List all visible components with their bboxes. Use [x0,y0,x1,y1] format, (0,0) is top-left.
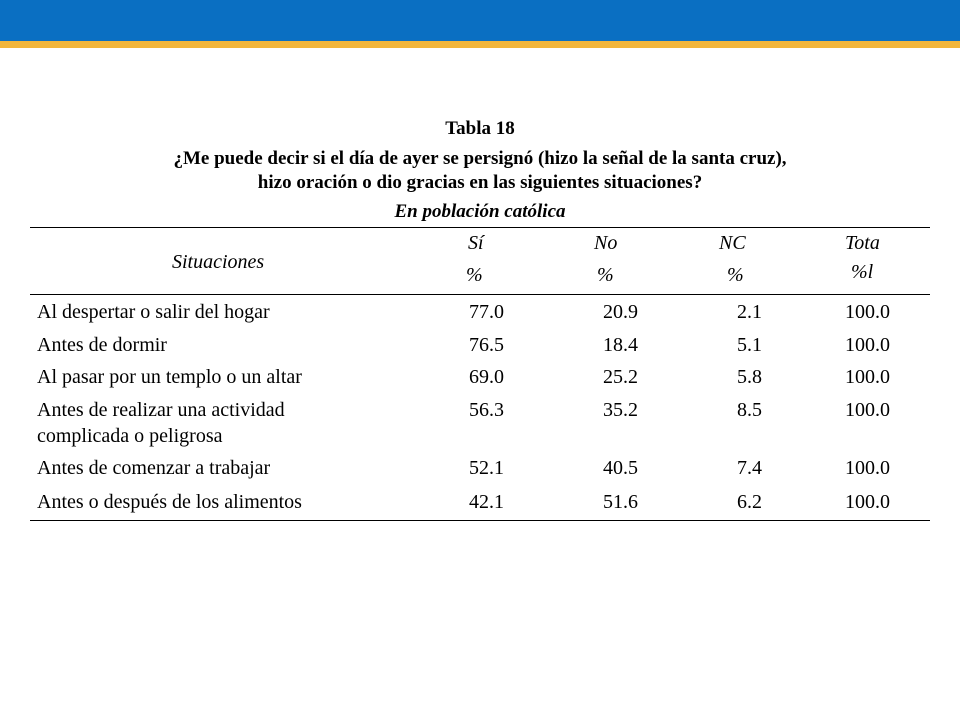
cell-no: 35.2 [603,399,638,421]
cell-total: 100.0 [845,457,890,479]
column-header-si: Sí [468,232,484,254]
row-label: Al despertar o salir del hogar [37,301,270,323]
row-label: Antes de dormir [37,334,167,356]
column-unit-no: % [597,264,614,286]
row-label: Antes o después de los alimentos [37,491,302,513]
table-subtitle: En población católica [394,201,566,222]
cell-nc: 7.4 [737,457,762,479]
column-header-total: Tota [845,232,880,254]
cell-nc: 8.5 [737,399,762,421]
question-line-2: hizo oración o dio gracias en las siguientes situaciones? [257,172,703,193]
column-header-nc: NC [719,232,746,254]
header-band [0,0,960,41]
cell-total: 100.0 [845,491,890,513]
cell-si: 76.5 [469,334,504,356]
table-top-rule [30,227,930,228]
cell-nc: 5.1 [737,334,762,356]
cell-no: 25.2 [603,366,638,388]
row-label-continuation: complicada o peligrosa [37,425,223,447]
table-header-rule [30,294,930,295]
row-label: Al pasar por un templo o un altar [37,366,302,388]
row-label: Antes de comenzar a trabajar [37,457,271,479]
cell-si: 56.3 [469,399,504,421]
cell-total: 100.0 [845,301,890,323]
column-unit-nc: % [727,264,744,286]
cell-no: 40.5 [603,457,638,479]
column-header-no: No [594,232,618,254]
cell-total: 100.0 [845,399,890,421]
cell-si: 52.1 [469,457,504,479]
question-line-1: ¿Me puede decir si el día de ayer se persignó (hizo la señal de la santa cruz), [173,148,787,169]
cell-total: 100.0 [845,366,890,388]
cell-si: 77.0 [469,301,504,323]
column-unit-total: %l [851,261,874,283]
cell-si: 69.0 [469,366,504,388]
cell-nc: 2.1 [737,301,762,323]
header-stripe [0,41,960,48]
cell-no: 20.9 [603,301,638,323]
table-bottom-rule [30,520,930,521]
cell-no: 18.4 [603,334,638,356]
cell-nc: 5.8 [737,366,762,388]
cell-no: 51.6 [603,491,638,513]
table-title: Tabla 18 [445,118,515,139]
cell-total: 100.0 [845,334,890,356]
row-label: Antes de realizar una actividad [37,399,285,421]
cell-nc: 6.2 [737,491,762,513]
cell-si: 42.1 [469,491,504,513]
column-unit-si: % [466,264,483,286]
column-header-situaciones: Situaciones [172,251,265,273]
